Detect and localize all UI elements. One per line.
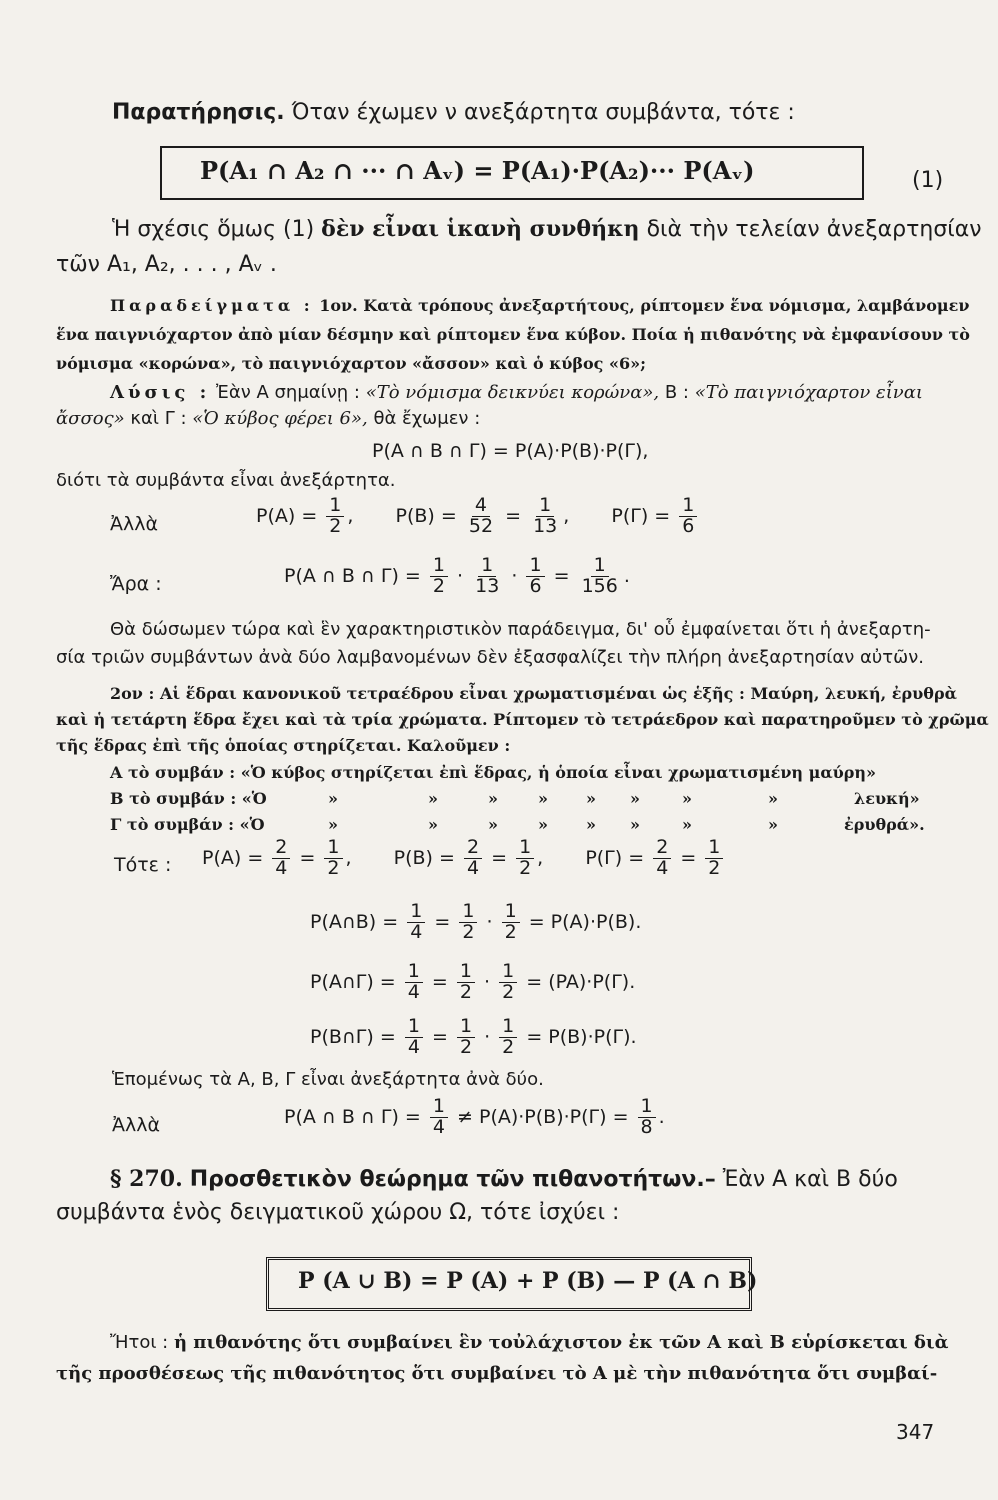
pair-ab-lhs: P(A∩B) = xyxy=(310,910,399,933)
final-line-1 xyxy=(110,1332,948,1353)
eq: = xyxy=(431,970,448,993)
relation-line-2: τῶν A₁, A₂, . . . , Aᵥ . xyxy=(56,252,277,277)
solution-b4: θὰ ἔχωμεν : xyxy=(373,408,481,429)
solution-because: διότι τὰ συμβάντα εἶναι ἀνεξάρτητα. xyxy=(56,470,396,491)
pg-label: P(Γ) = xyxy=(611,504,671,527)
final-line-2: τῆς προσθέσεως τῆς πιθανότητος ὅτι συμβαίνει τὸ A μὲ τὴν πιθανότητα ὅτι συμβαί- xyxy=(56,1363,938,1384)
num: 1 xyxy=(705,838,723,859)
alla2-equation xyxy=(284,1097,665,1138)
char-line-2: σία τριῶν συμβάντων ἀνὰ δύο λαμβανομένων δὲν ἐξασφαλίζει τὴν πλήρη ἀνεξαρτησίαν αὐτῶν. xyxy=(56,647,924,668)
event-b-pre: B τὸ συμβάν : «Ὁ xyxy=(110,789,267,808)
num: 1 xyxy=(407,902,425,923)
char-line-1: Θὰ δώσωμεν τώρα καὶ ἓν χαρακτηριστικὸν παράδειγμα, δι' οὗ ἐμφαίνεται ὅτι ἡ ἀνεξαρτη- xyxy=(110,619,931,640)
eq: = xyxy=(505,504,522,527)
frac-1-6 xyxy=(679,496,697,537)
solution-label: Λύσις : xyxy=(110,382,211,403)
num: 1 xyxy=(457,1017,475,1038)
den: 4 xyxy=(432,1115,445,1138)
comma: , xyxy=(537,846,544,869)
dot: · xyxy=(511,564,518,587)
dot: · xyxy=(484,970,491,993)
num: 1 xyxy=(430,1097,448,1118)
frac-1-4 xyxy=(405,962,423,1003)
den: 2 xyxy=(708,856,721,879)
tote-word: Τότε : xyxy=(114,854,172,876)
den: 6 xyxy=(529,574,542,597)
den: 2 xyxy=(502,1035,515,1058)
frac-1-4 xyxy=(430,1097,448,1138)
ditto-7: » xyxy=(682,789,692,808)
example1-line-3: νόμισμα «κορώνα», τὸ παιγνιόχαρτον «ἄσσον» καὶ ὁ κύβος «6»; xyxy=(56,354,646,373)
formula-1-number: (1) xyxy=(912,168,944,193)
frac-1-8 xyxy=(638,1097,656,1138)
den: 2 xyxy=(519,856,532,879)
den: 6 xyxy=(682,514,695,537)
therefore: Ἑπομένως τὰ A, B, Γ εἶναι ἀνεξάρτητα ἀνὰ δύο. xyxy=(112,1069,544,1090)
num: 1 xyxy=(459,902,477,923)
ditto-2: » xyxy=(428,815,438,834)
frac-1-4 xyxy=(407,902,425,943)
ditto-8: » xyxy=(768,789,778,808)
event-b-post: λευκή» xyxy=(854,789,920,808)
den: 4 xyxy=(407,980,420,1003)
observation-line xyxy=(112,100,795,125)
eq: = xyxy=(553,564,570,587)
period: . xyxy=(658,1105,665,1128)
alla1-word: Ἀλλὰ xyxy=(110,513,159,535)
frac-1-2 xyxy=(705,838,723,879)
solution-a3: B : xyxy=(664,382,689,403)
num: 1 xyxy=(499,1017,517,1038)
ditto-3: » xyxy=(488,815,498,834)
num: 1 xyxy=(526,556,544,577)
num: 1 xyxy=(405,962,423,983)
final-text-1: ἡ πιθανότης ὅτι συμβαίνει ἓν τοὐλάχιστον ἐκ τῶν A καὶ B εὑρίσκεται διὰ xyxy=(173,1332,949,1353)
num: 1 xyxy=(405,1017,423,1038)
num: 1 xyxy=(516,838,534,859)
den: 4 xyxy=(466,856,480,879)
frac-1-2 xyxy=(499,962,517,1003)
num: 2 xyxy=(272,838,290,859)
den: 52 xyxy=(468,514,494,537)
dot: · xyxy=(486,910,493,933)
relation-line-1 xyxy=(112,216,982,242)
den: 13 xyxy=(533,514,558,537)
solution-a2: «Τὸ νόμισμα δεικνύει κορώνα», xyxy=(365,382,660,403)
pair-ag xyxy=(310,962,635,1003)
num: 1 xyxy=(679,496,697,517)
pair-bg-rhs: = P(B)·P(Γ). xyxy=(526,1025,637,1048)
example2-line-3: τῆς ἕδρας ἐπὶ τῆς ὁποίας στηρίζεται. Καλοῦμεν : xyxy=(56,736,511,755)
solution-b1: ἄσσος» xyxy=(56,408,125,429)
solution-b3: «Ὁ κύβος φέρει 6», xyxy=(192,408,368,429)
ditto-2: » xyxy=(428,789,438,808)
frac-1-2 xyxy=(326,496,344,537)
ditto-7: » xyxy=(682,815,692,834)
event-b xyxy=(110,789,920,808)
den: 156 xyxy=(581,574,618,597)
pb-label: P(B) = xyxy=(393,846,455,869)
num: 4 xyxy=(472,496,490,517)
comma: , xyxy=(347,504,354,527)
frac-1-2 xyxy=(502,902,520,943)
section-rest: Ἐὰν A καὶ B δύο xyxy=(722,1167,898,1192)
frac-1-6 xyxy=(526,556,544,597)
frac-1-156 xyxy=(579,556,621,597)
den: 13 xyxy=(475,574,500,597)
formula-2: P (A ∪ B) = P (A) + P (B) — P (A ∩ B) xyxy=(298,1268,758,1294)
frac-1-2 xyxy=(430,556,448,597)
num: 1 xyxy=(478,556,496,577)
frac-1-2 xyxy=(499,1017,517,1058)
comma: , xyxy=(345,846,352,869)
frac-2-4 xyxy=(464,838,482,879)
relation-pre: Ἡ σχέσις ὅμως (1) xyxy=(112,217,315,242)
frac-1-4 xyxy=(405,1017,423,1058)
eq: = xyxy=(299,846,316,869)
den: 2 xyxy=(462,920,475,943)
num: 2 xyxy=(464,838,482,859)
section-number: § 270. xyxy=(110,1166,183,1192)
pair-bg xyxy=(310,1017,637,1058)
den: 2 xyxy=(504,920,517,943)
ditto-5: » xyxy=(586,815,596,834)
num: 1 xyxy=(536,496,554,517)
frac-1-2 xyxy=(516,838,534,879)
den: 4 xyxy=(275,856,288,879)
relation-bold: δὲν εἶναι ἱκανὴ συνθήκη xyxy=(321,216,640,242)
event-a: A τὸ συμβάν : «Ὁ κύβος στηρίζεται ἐπὶ ἕδρας, ἡ ὁποία εἶναι χρωματισμένη μαύρη» xyxy=(110,763,877,782)
den: 4 xyxy=(656,856,669,879)
pair-ab xyxy=(310,902,641,943)
frac-4-52 xyxy=(466,496,496,537)
solution-line-2 xyxy=(56,408,480,429)
tote-equations xyxy=(202,838,726,879)
example1-line-1 xyxy=(110,296,969,315)
num: 2 xyxy=(653,838,671,859)
pair-ag-rhs: = (PA)·P(Γ). xyxy=(526,970,636,993)
pair-ag-lhs: P(A∩Γ) = xyxy=(310,970,396,993)
final-pre: Ἤτοι : xyxy=(110,1332,169,1353)
ditto-5: » xyxy=(586,789,596,808)
section-title: Προσθετικὸν θεώρημα τῶν πιθανοτήτων.– xyxy=(189,1167,716,1192)
relation-post: διὰ τὴν τελείαν ἀνεξαρτησίαν xyxy=(646,217,982,242)
frac-2-4 xyxy=(653,838,671,879)
num: 1 xyxy=(499,962,517,983)
ara-lhs: P(A ∩ B ∩ Γ) = xyxy=(284,564,421,587)
pg-label: P(Γ) = xyxy=(585,846,645,869)
ditto-1: » xyxy=(328,789,338,808)
solution-a1: Ἐὰν A σημαίνῃ : xyxy=(216,382,360,403)
examples-label: Παραδείγματα : xyxy=(110,296,314,315)
observation-label: Παρατήρησις. xyxy=(112,100,285,125)
den: 2 xyxy=(502,980,515,1003)
frac-1-2 xyxy=(459,902,477,943)
ditto-3: » xyxy=(488,789,498,808)
frac-1-2 xyxy=(457,962,475,1003)
ara-equation xyxy=(284,556,630,597)
solution-b2: καὶ Γ : xyxy=(130,408,187,429)
ditto-8: » xyxy=(768,815,778,834)
pair-bg-lhs: P(B∩Γ) = xyxy=(310,1025,396,1048)
den: 2 xyxy=(459,1035,473,1058)
eq: = xyxy=(491,846,508,869)
num: 1 xyxy=(502,902,520,923)
eq: = xyxy=(431,1025,448,1048)
ditto-6: » xyxy=(630,815,640,834)
den: 2 xyxy=(327,856,340,879)
frac-1-13 xyxy=(530,496,560,537)
section-line-2: συμβάντα ἑνὸς δειγματικοῦ χώρου Ω, τότε ἰσχύει : xyxy=(56,1200,620,1225)
eq: = xyxy=(680,846,697,869)
solution-equation: P(A ∩ B ∩ Γ) = P(A)·P(B)·P(Γ), xyxy=(372,440,649,462)
solution-a4: «Τὸ παιγνιόχαρτον εἶναι xyxy=(694,382,923,403)
ditto-1: » xyxy=(328,815,338,834)
dot: · xyxy=(457,564,464,587)
example1-line-2: ἕνα παιγνιόχαρτον ἀπὸ μίαν δέσμην καὶ ρίπτομεν ἕνα κύβον. Ποία ἡ πιθανότης νὰ ἐμφανίσουν τὸ xyxy=(56,325,970,344)
num: 1 xyxy=(430,556,448,577)
dot: · xyxy=(484,1025,491,1048)
ditto-4: » xyxy=(538,789,548,808)
ditto-4: » xyxy=(538,815,548,834)
pair-ab-rhs: = P(A)·P(B). xyxy=(528,910,642,933)
num: 1 xyxy=(326,496,344,517)
page-number: 347 xyxy=(896,1420,935,1444)
section-heading xyxy=(110,1166,898,1192)
alla2-lhs: P(A ∩ B ∩ Γ) = xyxy=(284,1105,421,1128)
num: 1 xyxy=(591,556,609,577)
den: 4 xyxy=(410,920,423,943)
event-g-post: ἐρυθρά». xyxy=(844,815,925,834)
ara-word: Ἄρα : xyxy=(110,573,162,595)
example1-text-1: 1ον. Κατὰ τρόπους ἀνεξαρτήτους, ρίπτομεν ἕνα νόμισμα, λαμβάνομεν xyxy=(319,296,970,315)
den: 2 xyxy=(459,980,472,1003)
event-g xyxy=(110,815,930,834)
den: 8 xyxy=(640,1115,653,1138)
frac-1-2 xyxy=(457,1017,475,1058)
alla1-equations xyxy=(256,496,700,537)
den: 2 xyxy=(329,514,342,537)
ditto-6: » xyxy=(630,789,640,808)
observation-text: Όταν έχωμεν ν ανεξάρτητα συμβάντα, τότε : xyxy=(291,100,795,125)
frac-1-2 xyxy=(324,838,342,879)
formula-1: P(A₁ ∩ A₂ ∩ ··· ∩ Aᵥ) = P(A₁)·P(A₂)··· P(Aᵥ) xyxy=(200,156,755,185)
frac-2-4 xyxy=(272,838,290,879)
num: 1 xyxy=(457,962,475,983)
comma: , xyxy=(563,504,570,527)
event-g-pre: Γ τὸ συμβάν : «Ὁ xyxy=(110,815,265,834)
period: . xyxy=(623,564,630,587)
solution-line-1 xyxy=(110,382,923,403)
den: 2 xyxy=(432,574,445,597)
den: 4 xyxy=(407,1035,420,1058)
frac-1-13 xyxy=(472,556,502,597)
eq: = xyxy=(434,910,451,933)
num: 1 xyxy=(324,838,342,859)
example2-line-2: καὶ ἡ τετάρτη ἕδρα ἔχει καὶ τὰ τρία χρώματα. Ρίπτομεν τὸ τετράεδρον καὶ παρατηροῦμεν τὸ χρῶμα xyxy=(56,710,989,729)
pa-label: P(A) = xyxy=(256,504,318,527)
example2-line-1: 2ον : Αἱ ἕδραι κανονικοῦ τετραέδρου εἶναι χρωματισμέναι ὡς ἑξῆς : Μαύρη, λευκή, ἐρυθρὰ xyxy=(110,684,957,703)
alla2-word: Ἀλλὰ xyxy=(112,1114,161,1136)
num: 1 xyxy=(638,1097,656,1118)
alla2-mid: ≠ P(A)·P(B)·P(Γ) = xyxy=(457,1105,629,1128)
pa-label: P(A) = xyxy=(202,846,264,869)
pb-label: P(B) = xyxy=(395,504,457,527)
